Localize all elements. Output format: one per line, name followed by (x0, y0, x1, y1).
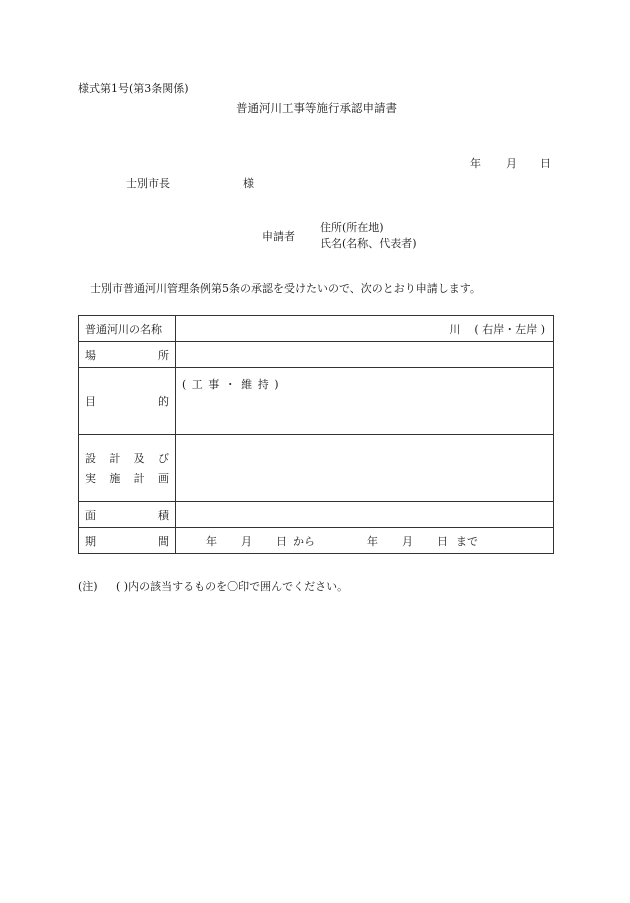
location-field[interactable] (176, 342, 554, 368)
location-label (79, 342, 176, 368)
applicant-address-label: 住所(所在地) (320, 221, 384, 234)
row-location (79, 342, 554, 368)
design-char-3: 及 (133, 452, 145, 465)
period-label (79, 528, 176, 554)
row-period (79, 528, 554, 554)
addressee-honorific: 様 (243, 177, 254, 190)
from-suffix: から (293, 534, 315, 548)
purpose-char-1: 目 (85, 395, 96, 408)
period-char-2: 間 (158, 534, 169, 548)
to-month: 月 (402, 534, 413, 548)
design-line-2 (85, 470, 169, 486)
design-line-1 (85, 450, 169, 466)
river-suffix: 川 (449, 322, 461, 336)
design-field[interactable] (176, 435, 554, 502)
purpose-field[interactable] (176, 368, 554, 435)
document-title: 普通河川工事等施行承認申請書 (236, 101, 397, 115)
area-field[interactable] (176, 502, 554, 528)
area-char-1: 面 (85, 508, 96, 522)
design-char-8: 画 (157, 472, 169, 485)
note-text: ( )内の該当するものを〇印で囲んでください。 (116, 580, 349, 593)
area-label (79, 502, 176, 528)
date-month: 月 (506, 157, 517, 170)
period-field[interactable] (176, 528, 554, 554)
to-day: 日 (437, 534, 448, 548)
to-suffix: まで (456, 534, 478, 548)
row-area (79, 502, 554, 528)
row-river-name (79, 316, 554, 342)
design-char-4: び (157, 452, 169, 465)
design-char-2: 計 (109, 452, 121, 465)
design-label (79, 435, 176, 502)
purpose-options: ( 工 事 ・ 維 持 ) (182, 378, 280, 391)
note-marker: (注) (78, 580, 98, 593)
date-day: 日 (540, 157, 551, 170)
period-char-1: 期 (85, 534, 96, 548)
river-name-field[interactable] (176, 316, 554, 342)
row-purpose (79, 368, 554, 435)
purpose-label (79, 368, 176, 435)
applicant-name-label: 氏名(名称、代表者) (320, 237, 417, 250)
location-char-1: 場 (85, 348, 96, 362)
applicant-label: 申請者 (262, 230, 295, 243)
river-name-label: 普通河川の名称 (79, 316, 176, 342)
purpose-char-2: 的 (158, 395, 169, 408)
from-year: 年 (206, 534, 217, 548)
design-char-7: 計 (133, 472, 145, 485)
application-statement: 士別市普通河川管理条例第5条の承認を受けたいので、次のとおり申請します。 (90, 282, 481, 295)
from-day: 日 (276, 534, 287, 548)
design-char-5: 実 (85, 472, 96, 485)
bank-options: ( 右岸・左岸 ) (474, 322, 545, 336)
row-design (79, 435, 554, 502)
form-number: 様式第1号(第3条関係) (78, 82, 189, 95)
from-month: 月 (241, 534, 252, 548)
date-year: 年 (470, 157, 481, 170)
application-form-table (78, 315, 554, 554)
area-char-2: 積 (158, 508, 169, 522)
design-char-6: 施 (109, 472, 121, 485)
design-char-1: 設 (85, 452, 96, 465)
addressee-name: 士別市長 (126, 177, 170, 190)
location-char-2: 所 (158, 348, 169, 362)
to-year: 年 (367, 534, 378, 548)
